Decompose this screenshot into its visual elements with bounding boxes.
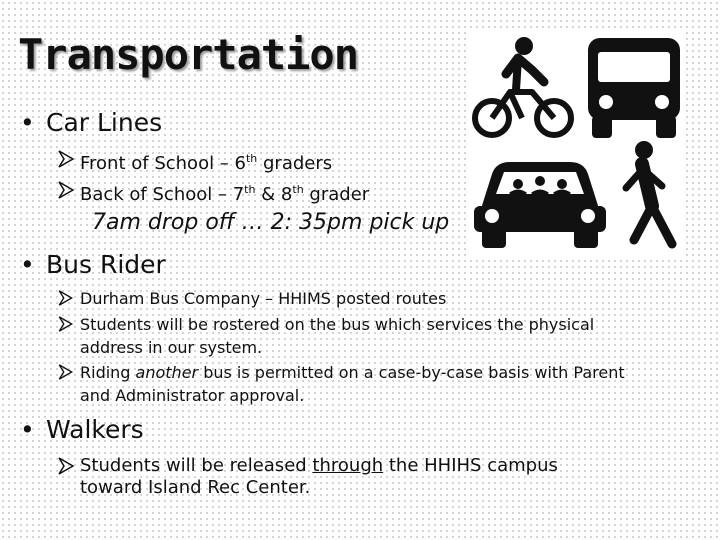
bullet-car-lines: • Car Lines xyxy=(20,108,163,137)
bullet-walkers: • Walkers xyxy=(20,415,144,444)
car-lines-item-2: Back of School – 7th & 8th grader xyxy=(58,179,369,206)
car-lines-heading: Car Lines xyxy=(46,108,163,137)
walkers-heading: Walkers xyxy=(46,415,144,444)
bullet-bus-rider: • Bus Rider xyxy=(20,250,166,279)
arrow-bullet-icon xyxy=(58,150,74,168)
arrow-bullet-icon xyxy=(58,457,74,475)
car-lines-times: 7am drop off … 2: 35pm pick up xyxy=(92,210,450,235)
arrow-bullet-icon xyxy=(58,290,73,306)
page-title: Transportation xyxy=(18,30,359,79)
arrow-bullet-icon xyxy=(58,316,73,332)
transportation-icons xyxy=(466,30,686,256)
bus-rider-item-2: Students will be rostered on the bus which services the physical address in our system. xyxy=(58,313,658,359)
bicycle-icon xyxy=(475,37,571,135)
car-lines-item-1: Front of School – 6th graders xyxy=(58,148,332,175)
bus-rider-item-3: Riding another bus is permitted on a case-by-case basis with Parent and Administrator approval. xyxy=(58,361,658,407)
bus-rider-heading: Bus Rider xyxy=(46,250,166,279)
walkers-item: Students will be released through the HHIHS campus toward Island Rec Center. xyxy=(58,455,618,499)
arrow-bullet-icon xyxy=(58,364,73,380)
pedestrian-icon xyxy=(626,141,672,244)
car-icon xyxy=(474,162,606,248)
bus-rider-item-1: Durham Bus Company – HHIMS posted routes xyxy=(58,287,658,310)
arrow-bullet-icon xyxy=(58,181,74,199)
bus-icon xyxy=(588,38,680,138)
